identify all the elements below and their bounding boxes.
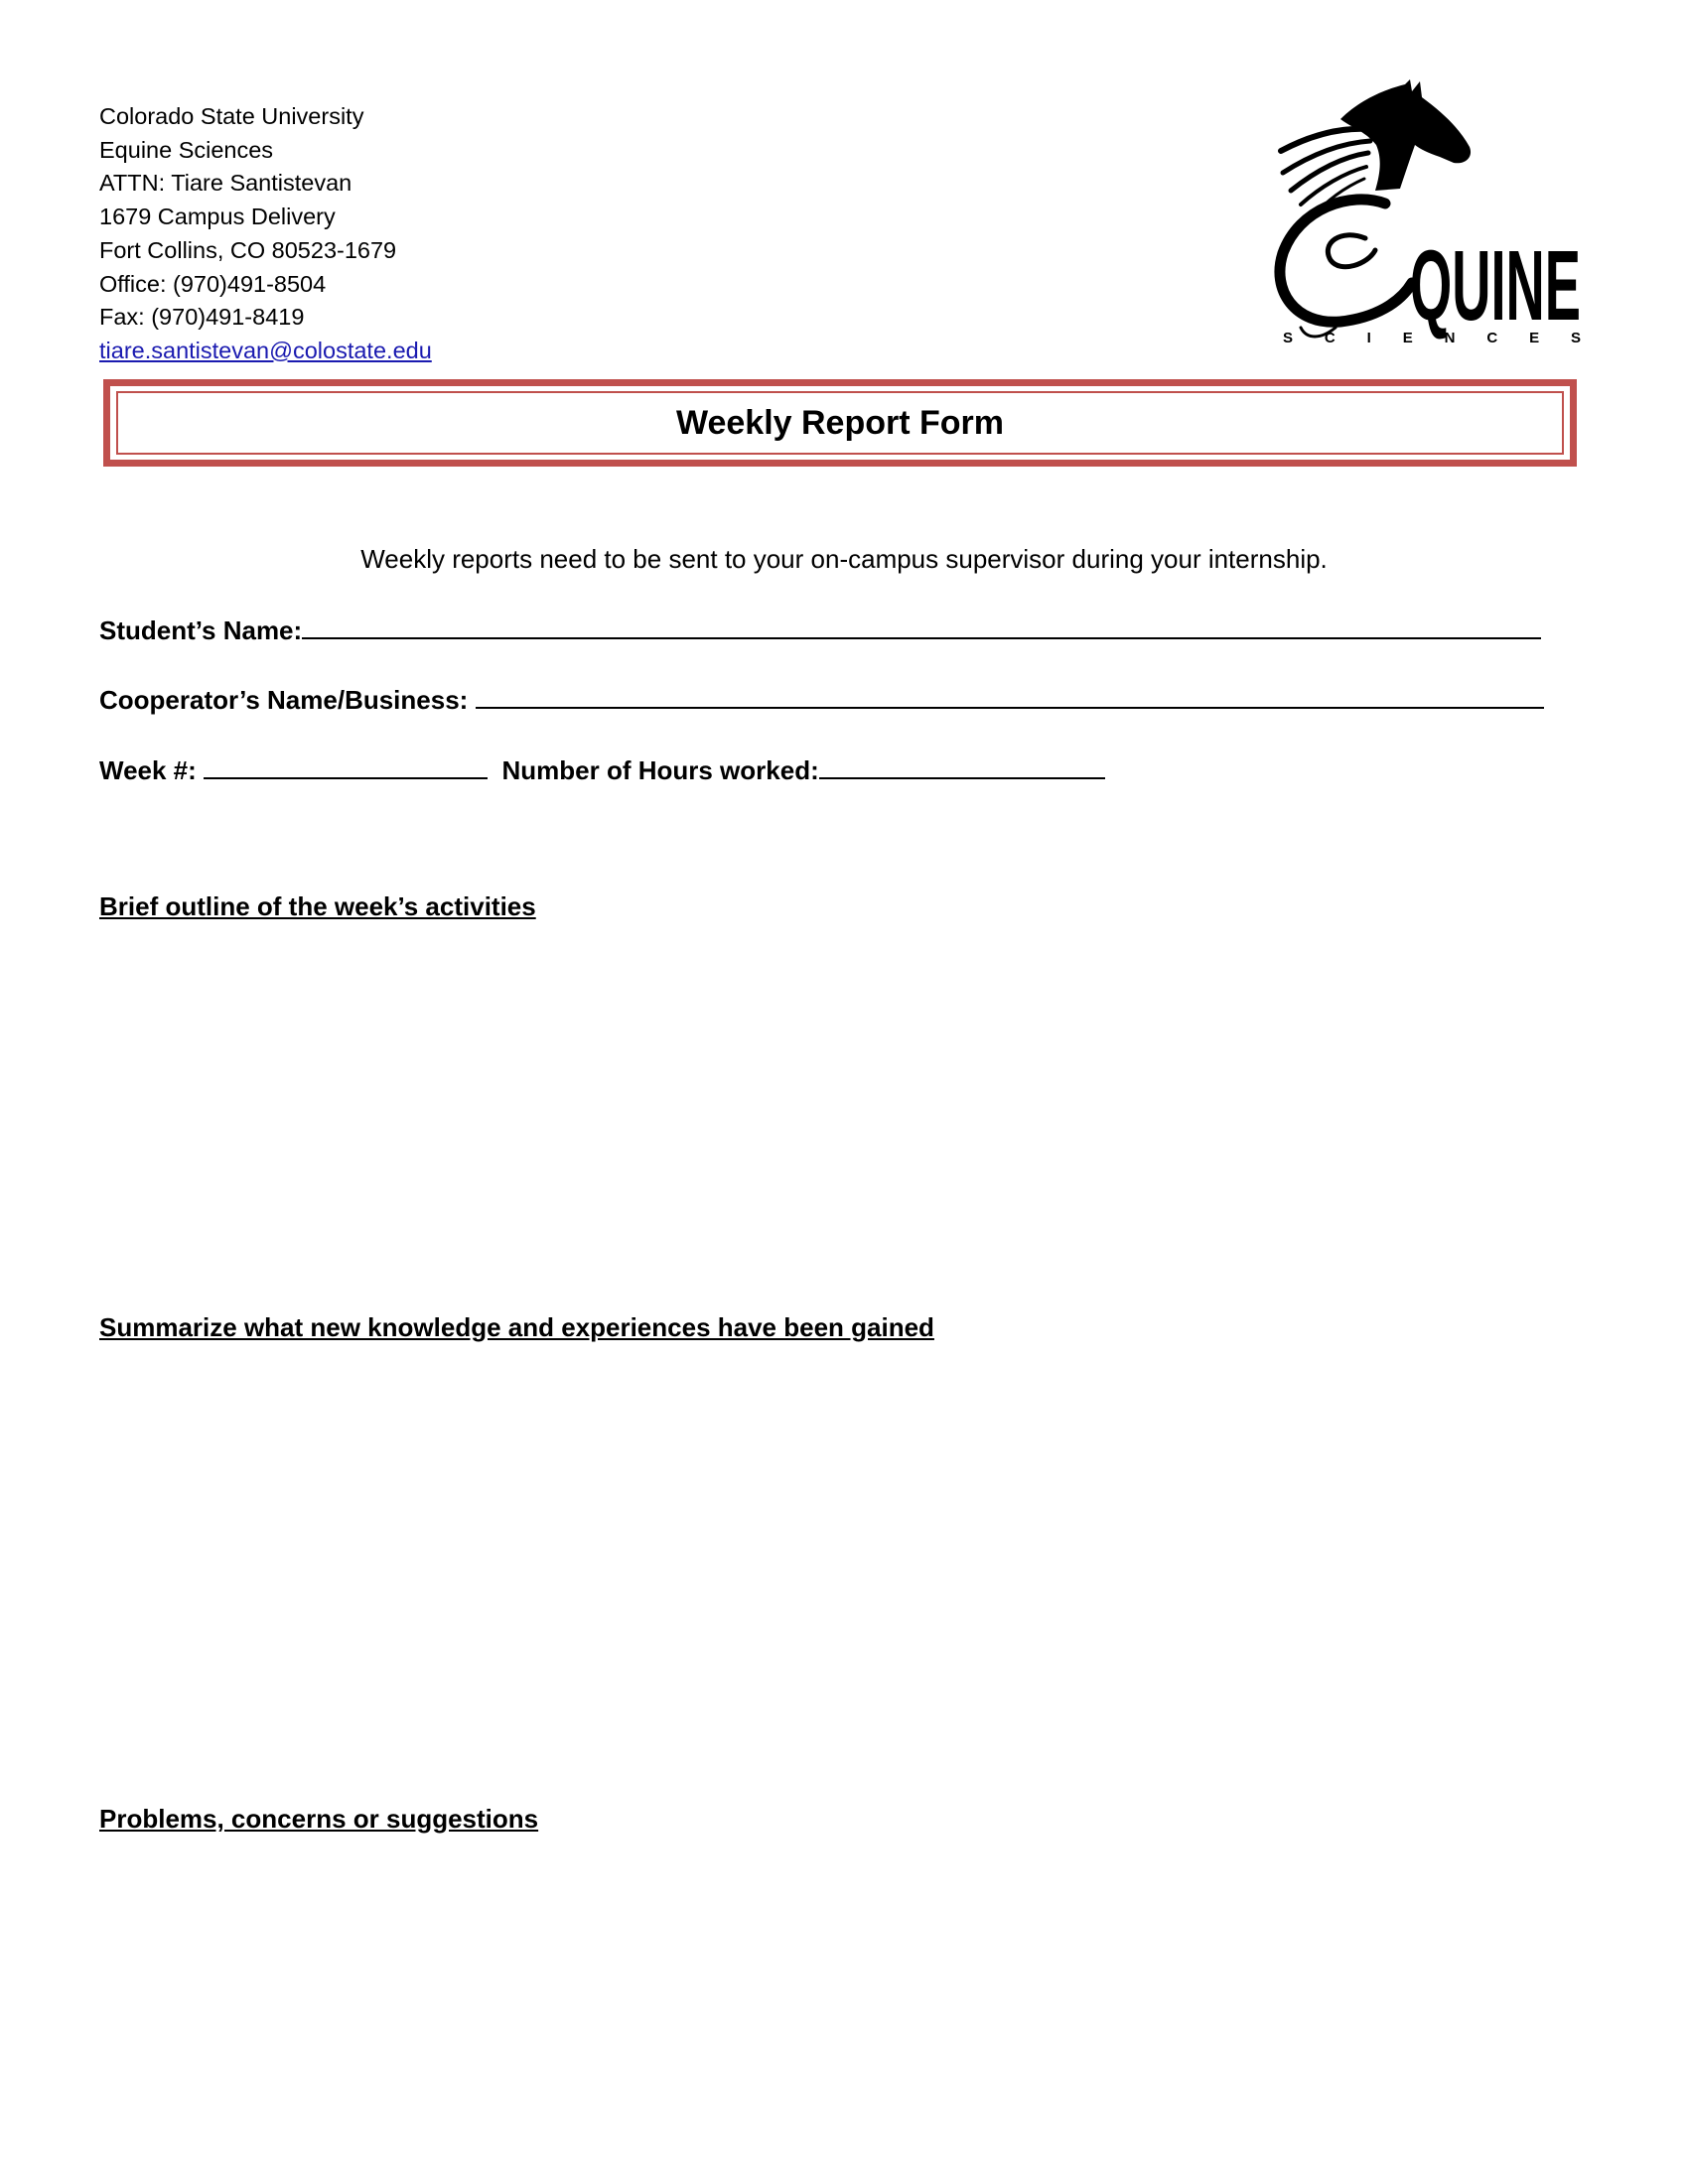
email-link[interactable]: tiare.santistevan@colostate.edu (99, 337, 432, 363)
cooperator-input[interactable] (476, 681, 1544, 709)
equine-sciences-logo (1172, 79, 1589, 357)
address-line-university: Colorado State University (99, 103, 364, 129)
address-line-department: Equine Sciences (99, 136, 274, 163)
hours-label: Number of Hours worked: (501, 755, 819, 785)
week-hours-field (99, 751, 1105, 786)
address-block (99, 100, 432, 368)
student-name-input[interactable] (302, 612, 1541, 639)
horse-head-logo-icon (1172, 79, 1589, 357)
logo-subtitle: S C I E N C E S (1283, 330, 1581, 346)
student-name-label: Student’s Name: (99, 615, 303, 645)
address-line-fax: Fax: (970)491-8419 (99, 304, 305, 331)
logo-wordmark: QUINE (1410, 230, 1581, 341)
page-title: Weekly Report Form (675, 403, 1004, 442)
cooperator-label: Cooperator’s Name/Business: (99, 685, 469, 715)
section-outline-heading: Brief outline of the week’s activities (99, 891, 536, 921)
address-line-city: Fort Collins, CO 80523-1679 (99, 236, 397, 263)
hours-input[interactable] (819, 751, 1105, 779)
title-inner-border (116, 391, 1564, 455)
week-label: Week #: (99, 755, 197, 785)
intro-text: Weekly reports need to be sent to your on-campus supervisor during your internship. (360, 544, 1328, 574)
section-knowledge-heading: Summarize what new knowledge and experiences have been gained (99, 1312, 934, 1342)
address-line-attn: ATTN: Tiare Santistevan (99, 170, 352, 197)
address-line-delivery: 1679 Campus Delivery (99, 204, 336, 230)
cooperator-field (99, 681, 1544, 716)
student-name-field (99, 612, 1541, 646)
week-input[interactable] (204, 751, 488, 779)
address-line-office: Office: (970)491-8504 (99, 270, 327, 297)
title-box (103, 379, 1577, 467)
section-problems-heading: Problems, concerns or suggestions (99, 1804, 539, 1834)
